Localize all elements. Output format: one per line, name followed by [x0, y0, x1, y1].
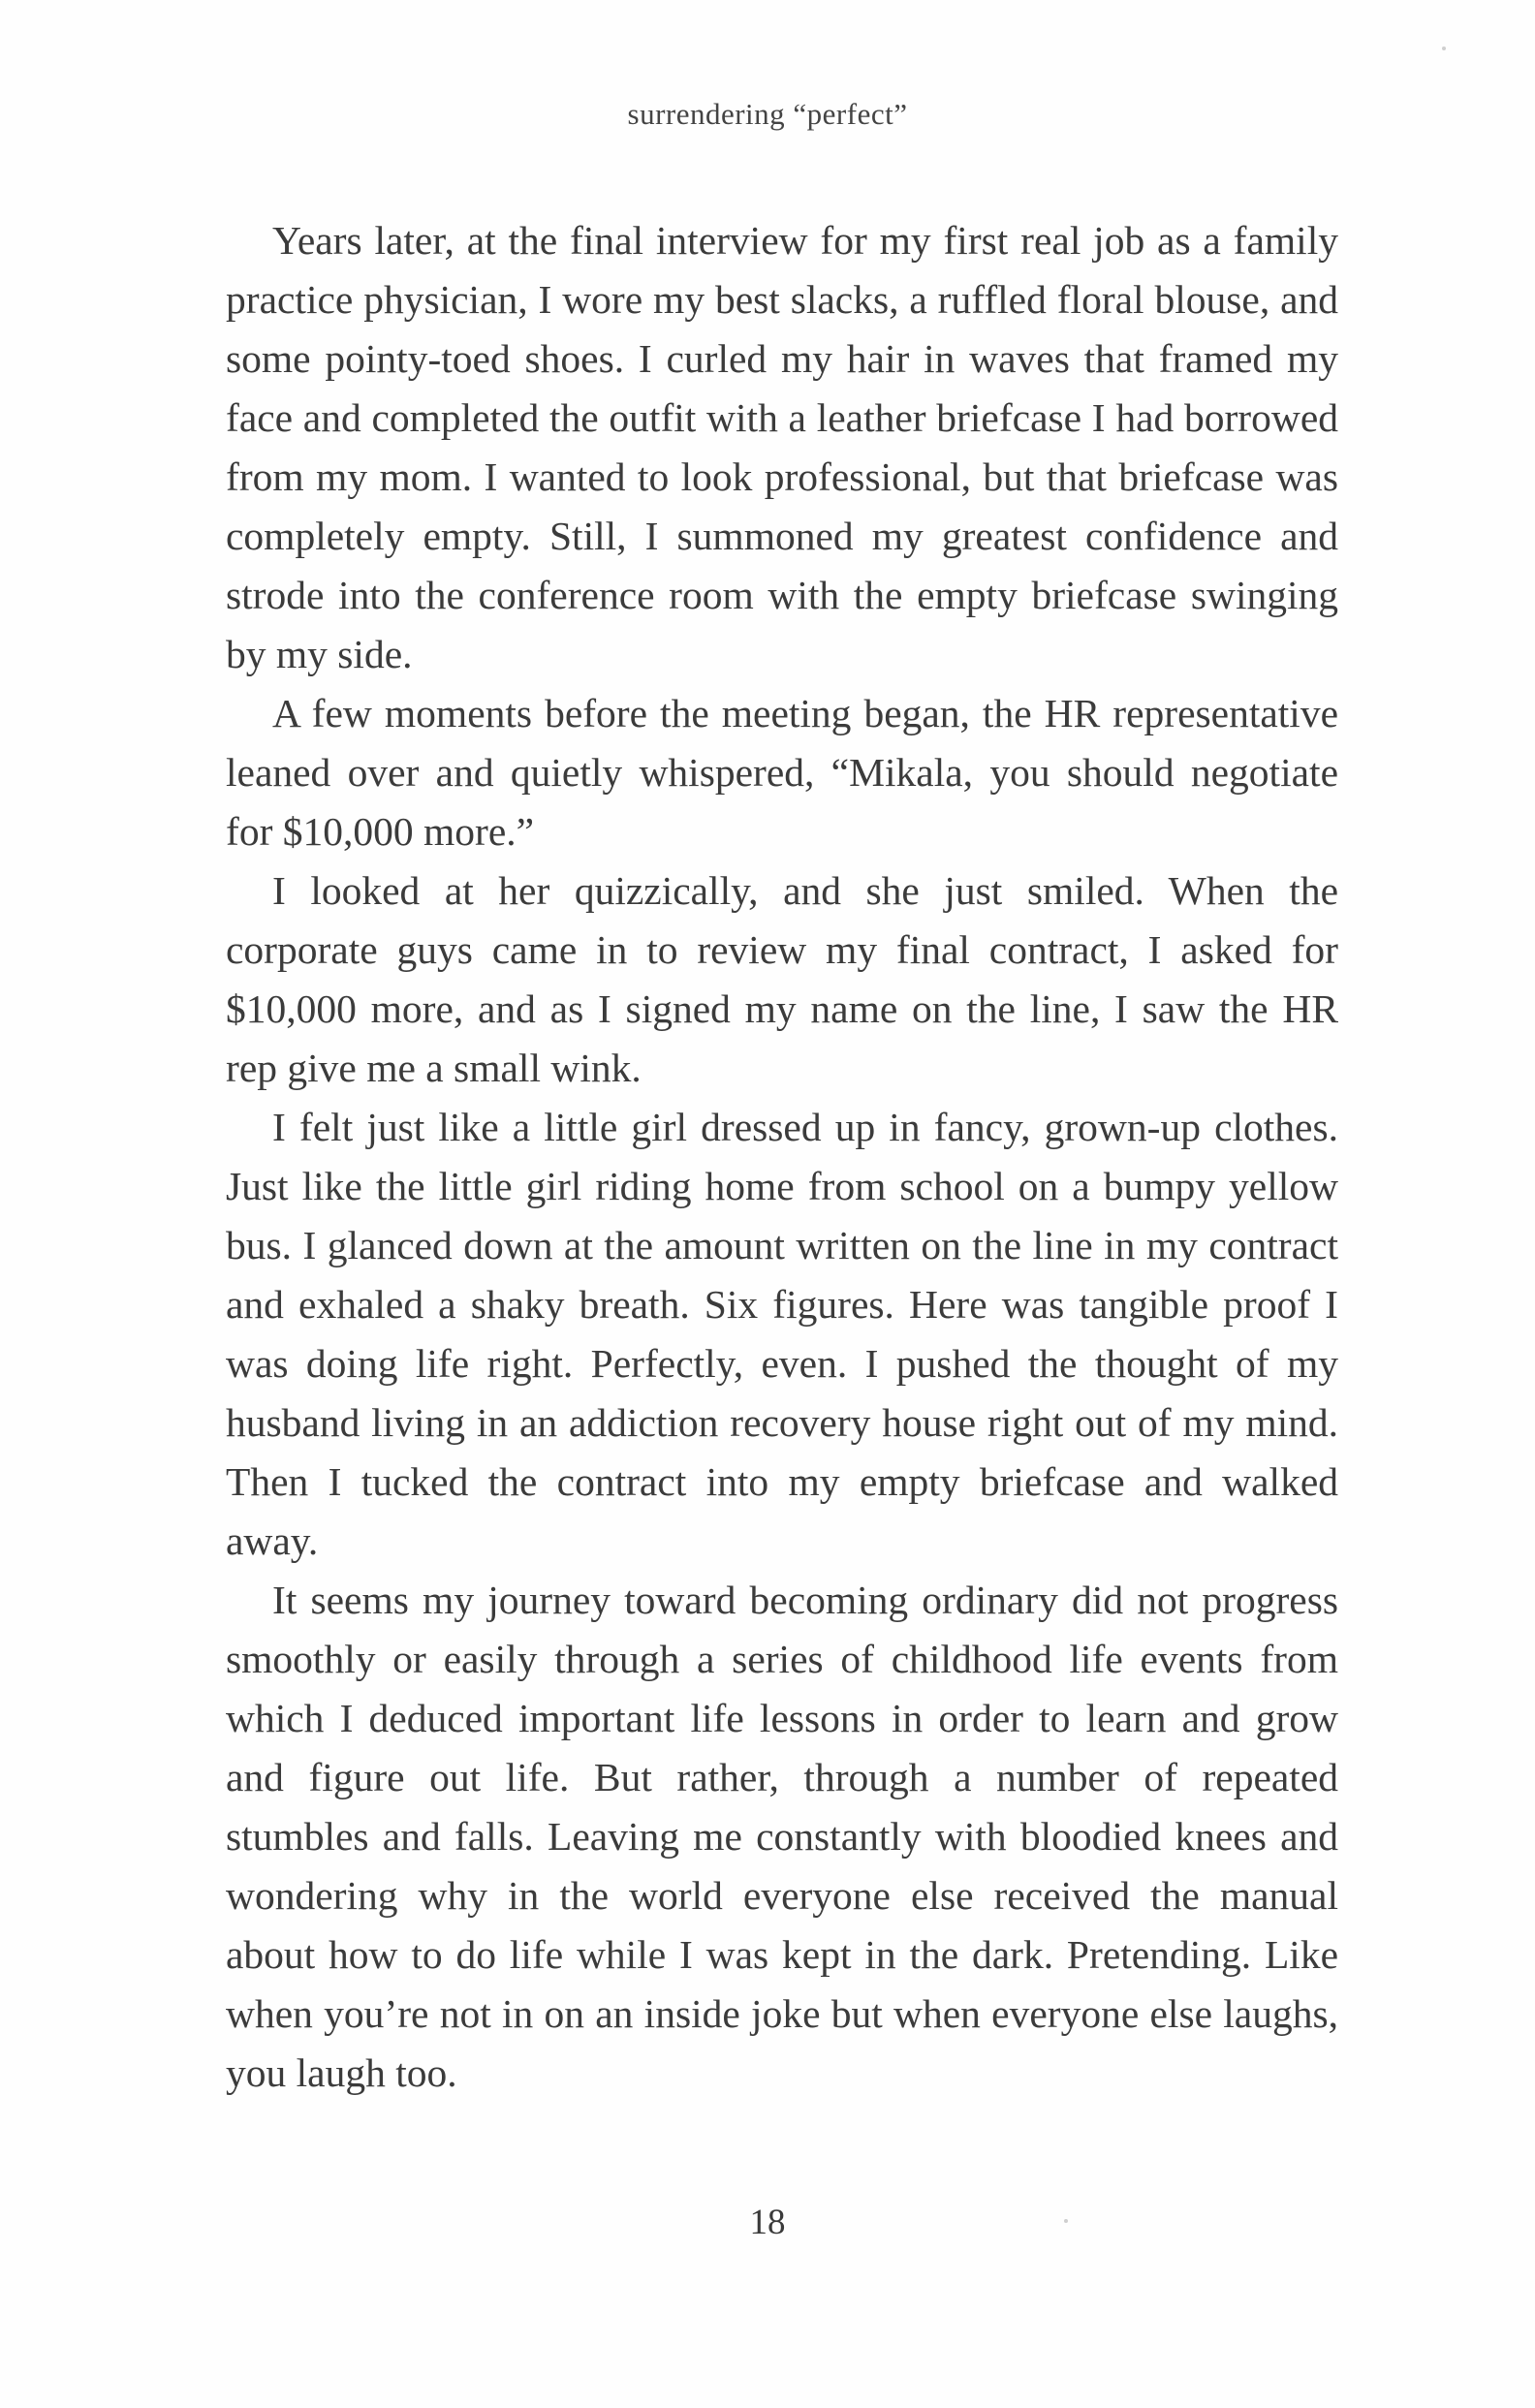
scan-speck: [1064, 2219, 1068, 2223]
paragraph-5: It seems my journey toward becoming ordinary did not progress smoothly or easily through a series of childhood life events from which I deduced important life lessons in order to learn and grow and figure out life. But rather, through a number of repeated stumbles and falls. Leaving me constantly with bloodied knees and wondering why in the world everyone else received the manual about how to do life while I was kept in the dark. Pretending. Like when you’re not in on an inside joke but when everyone else laughs, you laugh too.: [226, 1578, 1338, 2095]
scan-speck: [1442, 47, 1446, 50]
body-text: [226, 211, 1338, 2103]
running-header: surrendering “perfect”: [627, 97, 908, 131]
page-number: 18: [749, 2203, 786, 2242]
paragraph-2: A few moments before the meeting began, the HR representative leaned over and quietly whispered, “Mikala, you should negotiate for $10,000 more.”: [226, 691, 1338, 854]
paragraph-3: I looked at her quizzically, and she just smiled. When the corporate guys came in to review my final contract, I asked for $10,000 more, and as I signed my name on the line, I saw the HR rep give me a small wink.: [226, 868, 1338, 1090]
paragraph-4: I felt just like a little girl dressed up in fancy, grown-up clothes. Just like the little girl riding home from school on a bumpy yellow bus. I glanced down at the amount written on the line in my contract and exhaled a shaky breath. Six figures. Here was tangible proof I was doing life right. Perfectly, even. I pushed the thought of my husband living in an addiction recovery house right out of my mind. Then I tucked the contract into my empty briefcase and walked away.: [226, 1105, 1338, 1563]
paragraph-1: Years later, at the final interview for my first real job as a family practice physician, I wore my best slacks, a ruffled floral blouse, and some pointy-toed shoes. I curled my hair in waves that framed my face and completed the outfit with a leather briefcase I had borrowed from my mom. I wanted to look professional, but that briefcase was completely empty. Still, I summoned my greatest confidence and strode into the conference room with the empty briefcase swinging by my side.: [226, 218, 1338, 676]
